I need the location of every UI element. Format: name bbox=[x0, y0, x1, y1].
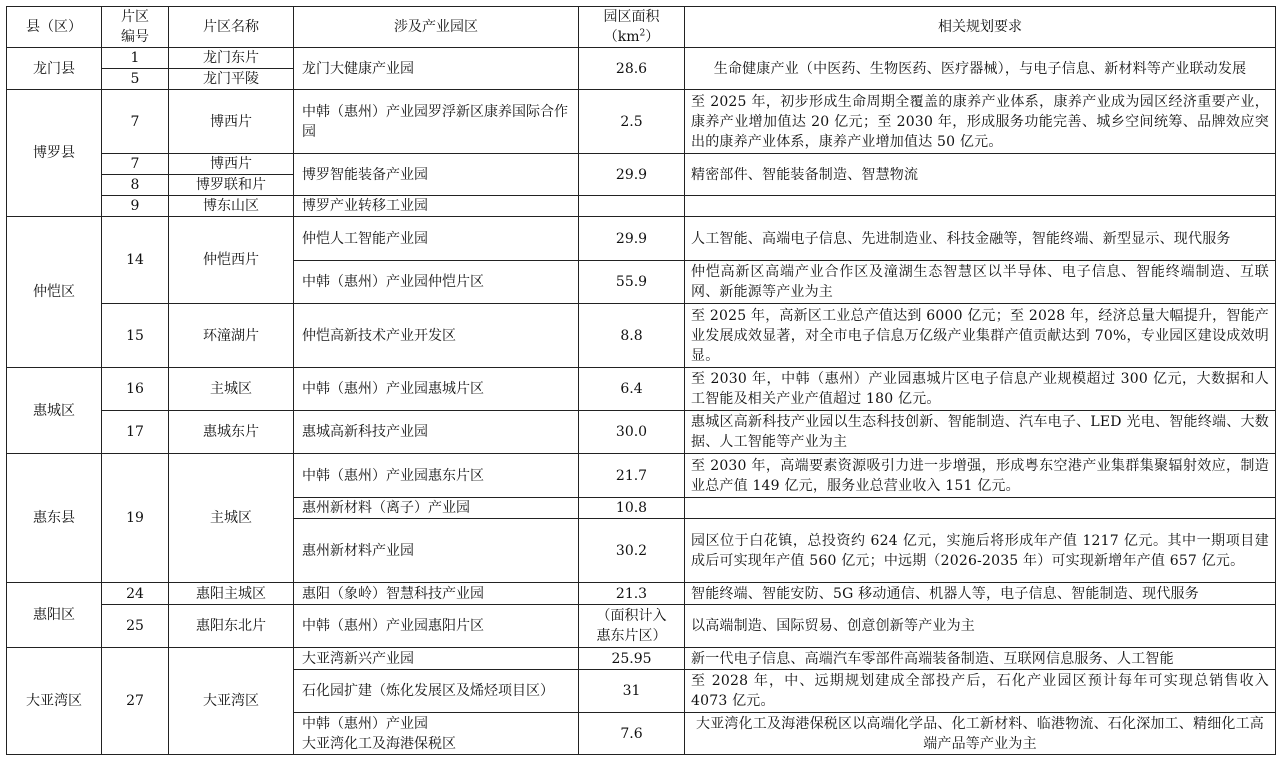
zone-name-cell: 主城区 bbox=[169, 454, 294, 583]
header-area-unit: $(km^2)$ bbox=[603, 28, 660, 45]
requirement-cell: 精密部件、智能装备制造、智慧物流 bbox=[685, 154, 1276, 196]
zone-number-cell: 19 bbox=[102, 454, 169, 583]
table-row bbox=[7, 411, 1276, 454]
area-cell: 8.8 bbox=[579, 304, 685, 368]
zone-number-cell: 8 bbox=[102, 175, 169, 196]
zone-name-cell: 惠阳主城区 bbox=[169, 583, 294, 605]
zone-name-cell: 博东山区 bbox=[169, 196, 294, 217]
park-cell: 石化园扩建（炼化发展区及烯烃项目区） bbox=[294, 670, 579, 713]
park-cell: 龙门大健康产业园 bbox=[294, 48, 579, 90]
table-row bbox=[7, 648, 1276, 670]
zone-name-cell: 博西片 bbox=[169, 90, 294, 154]
area-cell: 21.3 bbox=[579, 583, 685, 605]
requirement-cell: 至 2028 年，中、远期规划建成全部投产后，石化产业园区预计每年可实现总销售收入 4073 亿元。 bbox=[685, 670, 1276, 713]
park-cell: 中韩（惠州）产业园惠东片区 bbox=[294, 454, 579, 498]
header-county: 县（区） bbox=[7, 7, 102, 48]
zone-name-cell: 博西片 bbox=[169, 154, 294, 175]
park-cell: 中韩（惠州）产业园仲恺片区 bbox=[294, 261, 579, 304]
park-cell: 仲恺人工智能产业园 bbox=[294, 217, 579, 261]
park-cell: 博罗产业转移工业园 bbox=[294, 196, 579, 217]
area-cell bbox=[579, 196, 685, 217]
park-cell: 博罗智能装备产业园 bbox=[294, 154, 579, 196]
requirement-cell: 仲恺高新区高端产业合作区及潼湖生态智慧区以半导体、电子信息、智能终端制造、互联网、新能源等产业为主 bbox=[685, 261, 1276, 304]
area-cell: 31 bbox=[579, 670, 685, 713]
park-cell: 中韩（惠州）产业园惠城片区 bbox=[294, 368, 579, 411]
area-cell: 28.6 bbox=[579, 48, 685, 90]
zone-number-cell: 5 bbox=[102, 69, 169, 90]
table-row bbox=[7, 154, 1276, 175]
industrial-park-planning-table bbox=[6, 6, 1276, 755]
park-cell: 大亚湾新兴产业园 bbox=[294, 648, 579, 670]
table-header-row bbox=[7, 7, 1276, 48]
park-cell: 中韩（惠州）产业园罗浮新区康养国际合作园 bbox=[294, 90, 579, 154]
zone-number-cell: 15 bbox=[102, 304, 169, 368]
header-area-label: 园区面积 bbox=[603, 9, 660, 25]
requirement-cell: 智能终端、智能安防、5G 移动通信、机器人等，电子信息、智能制造、现代服务 bbox=[685, 583, 1276, 605]
zone-name-cell: 惠阳东北片 bbox=[169, 605, 294, 648]
requirement-cell: 至 2030 年，中韩（惠州）产业园惠城片区电子信息产业规模超过 300 亿元，大数据和人工智能及相关产业产值超过 180 亿元。 bbox=[685, 368, 1276, 411]
table-row bbox=[7, 454, 1276, 498]
zone-name-cell: 仲恺西片 bbox=[169, 217, 294, 304]
county-cell: 龙门县 bbox=[7, 48, 102, 90]
table-row bbox=[7, 304, 1276, 368]
zone-number-cell: 17 bbox=[102, 411, 169, 454]
zone-number-cell: 25 bbox=[102, 605, 169, 648]
requirement-cell: 大亚湾化工及海港保税区以高端化学品、化工新材料、临港物流、石化深加工、精细化工高端产品等产业为主 bbox=[685, 713, 1276, 755]
park-cell: 仲恺高新技术产业开发区 bbox=[294, 304, 579, 368]
zone-number-cell: 1 bbox=[102, 48, 169, 69]
header-requirements: 相关规划要求 bbox=[685, 7, 1276, 48]
zone-number-cell: 7 bbox=[102, 154, 169, 175]
zone-number-cell: 27 bbox=[102, 648, 169, 755]
area-cell: 6.4 bbox=[579, 368, 685, 411]
park-cell: 中韩（惠州）产业园惠阳片区 bbox=[294, 605, 579, 648]
table-row bbox=[7, 605, 1276, 648]
header-parks: 涉及产业园区 bbox=[294, 7, 579, 48]
zone-number-cell: 9 bbox=[102, 196, 169, 217]
header-zone-name: 片区名称 bbox=[169, 7, 294, 48]
park-cell: 惠城高新科技产业园 bbox=[294, 411, 579, 454]
area-cell: 30.0 bbox=[579, 411, 685, 454]
zone-number-cell: 14 bbox=[102, 217, 169, 304]
requirement-cell: 新一代电子信息、高端汽车零部件高端装备制造、互联网信息服务、人工智能 bbox=[685, 648, 1276, 670]
zone-name-cell: 博罗联和片 bbox=[169, 175, 294, 196]
county-cell: 惠阳区 bbox=[7, 583, 102, 648]
zone-name-cell: 龙门东片 bbox=[169, 48, 294, 69]
requirement-cell: 至 2030 年，高端要素资源吸引力进一步增强，形成粤东空港产业集群集聚辐射效应，制造业总产值 149 亿元，服务业总营业收入 151 亿元。 bbox=[685, 454, 1276, 498]
area-cell: 21.7 bbox=[579, 454, 685, 498]
requirement-cell: 园区位于白花镇，总投资约 624 亿元，实施后将形成年产值 1217 亿元。其中一期项目建成后可实现年产值 560 亿元；中远期（2026-2035 年）可实现新增年产值 657 亿元。 bbox=[685, 519, 1276, 583]
park-cell: 惠州新材料（离子）产业园 bbox=[294, 498, 579, 519]
table-row bbox=[7, 48, 1276, 69]
zone-name-cell: 惠城东片 bbox=[169, 411, 294, 454]
zone-number-cell: 16 bbox=[102, 368, 169, 411]
table-row bbox=[7, 217, 1276, 261]
table-row bbox=[7, 368, 1276, 411]
park-cell: 惠阳（象岭）智慧科技产业园 bbox=[294, 583, 579, 605]
area-cell: 7.6 bbox=[579, 713, 685, 755]
zone-name-cell: 环潼湖片 bbox=[169, 304, 294, 368]
park-cell: 惠州新材料产业园 bbox=[294, 519, 579, 583]
requirement-cell: 至 2025 年，高新区工业总产值达到 6000 亿元；至 2028 年，经济总量大幅提升，智能产业发展成效显著，对全市电子信息万亿级产业集群产值贡献达到 70%，专业园区建设成效明显。 bbox=[685, 304, 1276, 368]
park-cell bbox=[294, 713, 579, 755]
area-cell: 29.9 bbox=[579, 217, 685, 261]
county-cell: 惠东县 bbox=[7, 454, 102, 583]
county-cell: 惠城区 bbox=[7, 368, 102, 454]
county-cell: 博罗县 bbox=[7, 90, 102, 217]
table-row bbox=[7, 90, 1276, 154]
area-cell: 30.2 bbox=[579, 519, 685, 583]
area-cell: 10.8 bbox=[579, 498, 685, 519]
zone-name-cell: 大亚湾区 bbox=[169, 648, 294, 755]
requirement-cell: 惠城区高新科技产业园以生态科技创新、智能制造、汽车电子、LED 光电、智能终端、大数据、人工智能等产业为主 bbox=[685, 411, 1276, 454]
park-name-line: 大亚湾化工及海港保税区 bbox=[302, 735, 456, 752]
requirement-cell bbox=[685, 196, 1276, 217]
area-cell: 55.9 bbox=[579, 261, 685, 304]
zone-number-cell: 7 bbox=[102, 90, 169, 154]
requirement-cell: 至 2025 年，初步形成生命周期全覆盖的康养产业体系，康养产业成为园区经济重要产业，康养产业增加值达 20 亿元；至 2030 年，形成服务功能完善、城乡空间统筹、品牌效应突出的康养产业体系，康养产业增加值达 50 亿元。 bbox=[685, 90, 1276, 154]
park-name-line: 中韩（惠州）产业园 bbox=[302, 715, 428, 732]
header-area bbox=[579, 7, 685, 48]
requirement-cell: 人工智能、高端电子信息、先进制造业、科技金融等，智能终端、新型显示、现代服务 bbox=[685, 217, 1276, 261]
area-cell: 25.95 bbox=[579, 648, 685, 670]
zone-name-cell: 主城区 bbox=[169, 368, 294, 411]
requirement-cell: 以高端制造、国际贸易、创意创新等产业为主 bbox=[685, 605, 1276, 648]
county-cell: 大亚湾区 bbox=[7, 648, 102, 755]
header-zone-number: 片区 编号 bbox=[102, 7, 169, 48]
county-cell: 仲恺区 bbox=[7, 217, 102, 368]
zone-number-cell: 24 bbox=[102, 583, 169, 605]
requirement-cell bbox=[685, 498, 1276, 519]
area-cell: （面积计入 惠东片区） bbox=[579, 605, 685, 648]
table-row bbox=[7, 196, 1276, 217]
area-cell: 29.9 bbox=[579, 154, 685, 196]
planning-table-container bbox=[6, 6, 1276, 755]
requirement-cell: 生命健康产业（中医药、生物医药、医疗器械），与电子信息、新材料等产业联动发展 bbox=[685, 48, 1276, 90]
zone-name-cell: 龙门平陵 bbox=[169, 69, 294, 90]
table-row bbox=[7, 583, 1276, 605]
area-cell: 2.5 bbox=[579, 90, 685, 154]
